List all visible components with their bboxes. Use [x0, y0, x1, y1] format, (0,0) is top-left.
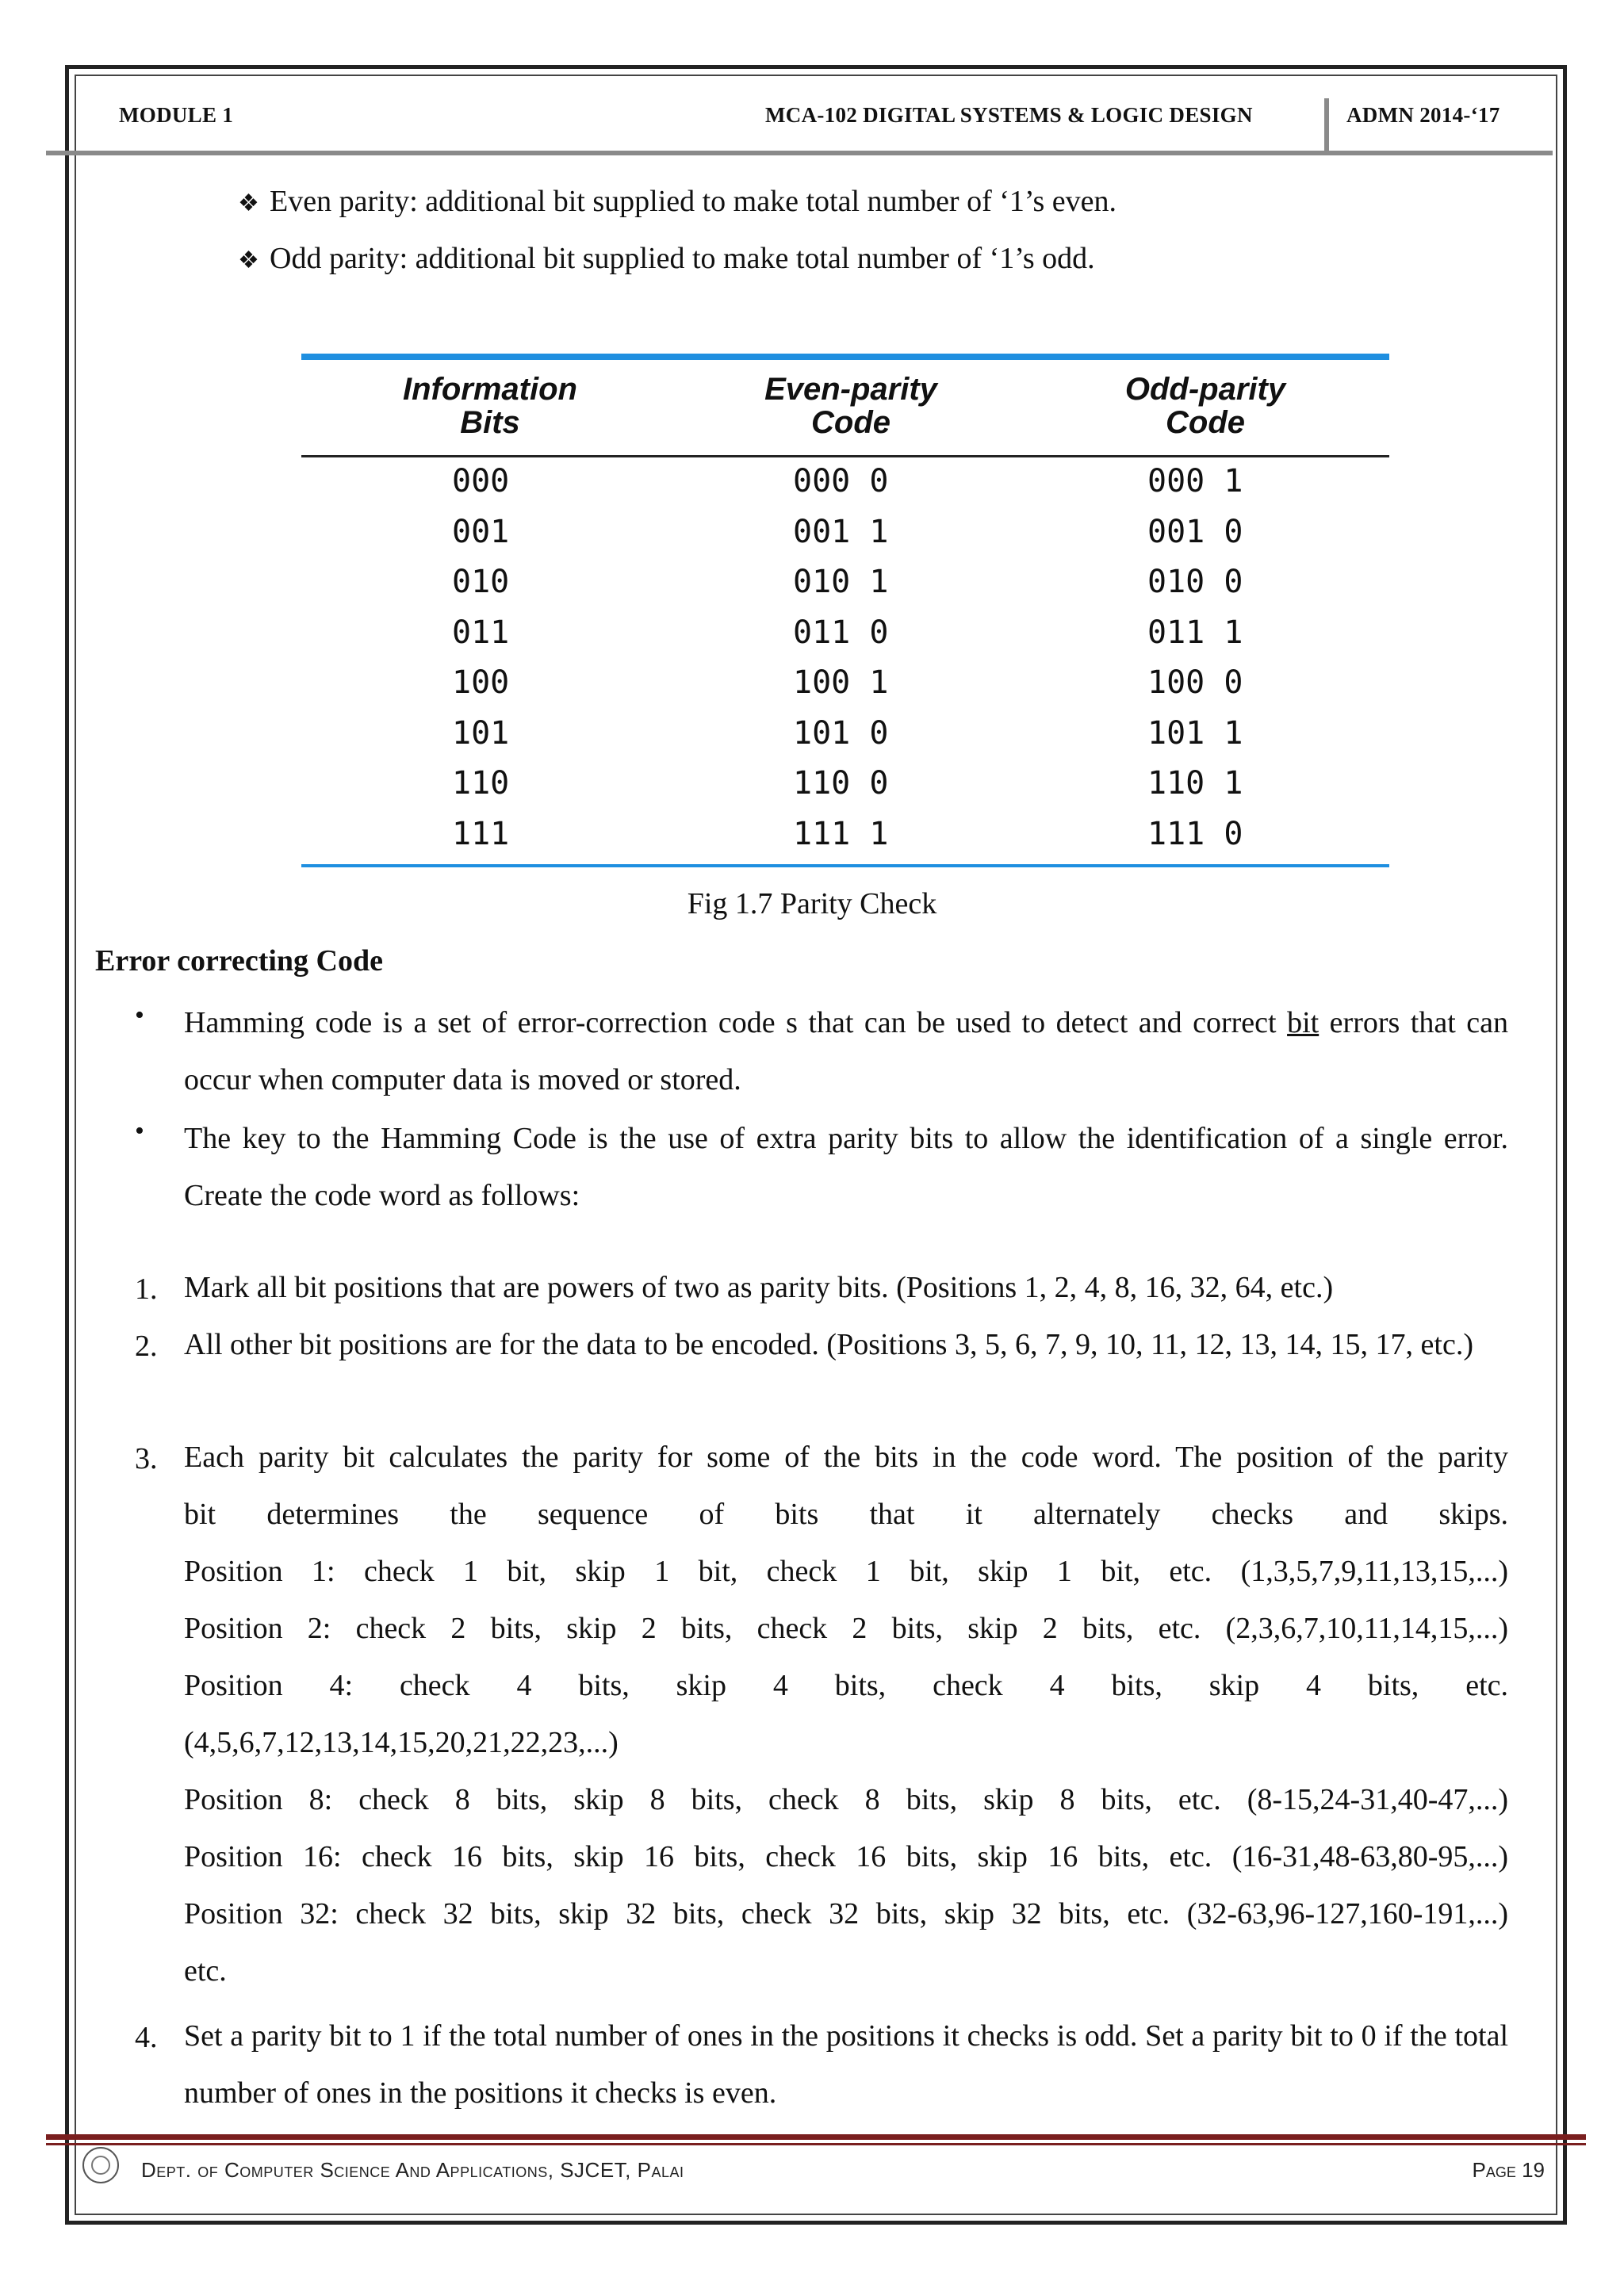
- table-cell: 011 0: [793, 614, 889, 651]
- header-line: Code: [811, 405, 891, 440]
- table-bottom-rule: [301, 864, 1389, 867]
- figure-caption: Fig 1.7 Parity Check: [687, 887, 937, 920]
- step-3-line: (4,5,6,7,12,13,14,15,20,21,22,23,...): [184, 1726, 619, 1759]
- header-divider: [1324, 98, 1329, 151]
- step-number: 4.: [135, 2021, 158, 2054]
- header-line: Information: [403, 372, 577, 407]
- table-cell: 000 0: [793, 463, 889, 499]
- table-header-rule: [301, 455, 1389, 457]
- footer-department: Dept. of Computer Science And Applications, SJCET, Palai: [141, 2158, 684, 2182]
- even-parity-bullet: [238, 173, 1116, 232]
- hamming-bullet-1: [184, 994, 1508, 1108]
- header-line: Bits: [460, 405, 520, 440]
- step-3-line: etc.: [184, 1954, 227, 1988]
- table-header-odd-parity: [1063, 373, 1348, 439]
- footer-rule: [46, 2134, 1586, 2140]
- table-cell: 000 1: [1147, 463, 1243, 499]
- table-cell: 010: [452, 564, 510, 600]
- table-cell: 001 1: [793, 513, 889, 550]
- step-3-line: Position 4: check 4 bits, skip 4 bits, check 4 bits, skip 4 bits, etc.: [184, 1669, 1508, 1702]
- step-3-line: Position 1: check 1 bit, skip 1 bit, check 1 bit, skip 1 bit, etc. (1,3,5,7,9,11,13,15,...): [184, 1555, 1508, 1588]
- header-course-title: MCA-102 DIGITAL SYSTEMS & LOGIC DESIGN: [765, 103, 1253, 127]
- table-cell: 010 0: [1147, 564, 1243, 600]
- table-cell: 110 1: [1147, 765, 1243, 802]
- step-4-text: Set a parity bit to 1 if the total number of ones in the positions it checks is odd. Set a parity bit to 0 if the total number of ones in the positions it checks is even.: [184, 2019, 1508, 2110]
- table-cell: 011: [452, 614, 510, 651]
- footer-page-number: Page 19: [1472, 2158, 1545, 2182]
- step-2-text: All other bit positions are for the data to be encoded. (Positions 3, 5, 6, 7, 9, 10, 11, 12, 13, 14, 15, 17, etc.): [184, 1328, 1474, 1361]
- table-cell: 001 0: [1147, 513, 1243, 550]
- header-module: MODULE 1: [119, 103, 234, 127]
- table-cell: 101 0: [793, 714, 889, 752]
- bullet-dot-icon: •: [135, 1001, 144, 1030]
- diamond-bullet-icon: ❖: [238, 190, 259, 216]
- step-3-text: [184, 1429, 1508, 1999]
- header-admission: ADMN 2014-‘17: [1346, 103, 1500, 127]
- step-number: 1.: [135, 1272, 158, 1306]
- table-cell: 010 1: [793, 564, 889, 600]
- step-3-line: Position 16: check 16 bits, skip 16 bits, check 16 bits, skip 16 bits, etc. (16-31,48-63,80-95,...): [184, 1840, 1508, 1873]
- table-cell: 101 1: [1147, 714, 1243, 752]
- table-cell: 110 0: [793, 765, 889, 802]
- odd-parity-bullet: [238, 230, 1095, 289]
- even-parity-text: Even parity: additional bit supplied to make total number of ‘1’s even.: [270, 185, 1116, 218]
- step-1-text: Mark all bit positions that are powers of two as parity bits. (Positions 1, 2, 4, 8, 16, 32, 64, etc.): [184, 1271, 1334, 1304]
- step-number: 2.: [135, 1330, 158, 1363]
- table-cell: 100 0: [1147, 664, 1243, 701]
- table-cell: 100: [452, 664, 510, 701]
- step-3-line: Position 32: check 32 bits, skip 32 bits, check 32 bits, skip 32 bits, etc. (32-63,96-127,160-191,...): [184, 1897, 1508, 1931]
- footer-rule-thin: [46, 2143, 1586, 2145]
- table-cell: 100 1: [793, 664, 889, 701]
- bullet-text: errors that can occur when computer data is moved or stored.: [184, 1006, 1508, 1096]
- table-top-rule: [301, 354, 1389, 360]
- bit-link[interactable]: bit: [1287, 1006, 1320, 1039]
- section-title: Error correcting Code: [95, 944, 384, 978]
- table-cell: 011 1: [1147, 614, 1243, 651]
- table-cell: 111: [452, 815, 510, 852]
- table-cell: 111 1: [793, 815, 889, 852]
- step-3-line: Each parity bit calculates the parity for some of the bits in the code word. The position of the parity: [184, 1441, 1508, 1474]
- diamond-bullet-icon: ❖: [238, 247, 259, 274]
- table-cell: 000: [452, 463, 510, 499]
- table-header-information-bits: [347, 373, 633, 439]
- table-cell: 111 0: [1147, 815, 1243, 852]
- table-header-even-parity: [708, 373, 994, 439]
- header-rule: [46, 151, 1553, 155]
- header-line: Code: [1166, 405, 1245, 440]
- bullet-dot-icon: •: [135, 1116, 144, 1146]
- bullet-text: Hamming code is a set of error-correction code s that can be used to detect and correct: [184, 1006, 1288, 1039]
- step-3-line: Position 8: check 8 bits, skip 8 bits, check 8 bits, skip 8 bits, etc. (8-15,24-31,40-47,...): [184, 1783, 1508, 1816]
- table-cell: 101: [452, 714, 510, 752]
- table-cell: 001: [452, 513, 510, 550]
- hamming-bullet-2: The key to the Hamming Code is the use of extra parity bits to allow the identification of a single error. Create the code word as follows:: [184, 1122, 1508, 1212]
- step-number: 3.: [135, 1442, 158, 1475]
- header-line: Odd-parity: [1124, 372, 1286, 407]
- step-3-line: bit determines the sequence of bits that it alternately checks and skips.: [184, 1498, 1508, 1531]
- table-cell: 110: [452, 765, 510, 802]
- header-line: Even-parity: [764, 372, 937, 407]
- college-seal-icon: [82, 2147, 119, 2183]
- odd-parity-text: Odd parity: additional bit supplied to make total number of ‘1’s odd.: [270, 242, 1095, 275]
- step-3-line: Position 2: check 2 bits, skip 2 bits, check 2 bits, skip 2 bits, etc. (2,3,6,7,10,11,14,15,...): [184, 1612, 1508, 1645]
